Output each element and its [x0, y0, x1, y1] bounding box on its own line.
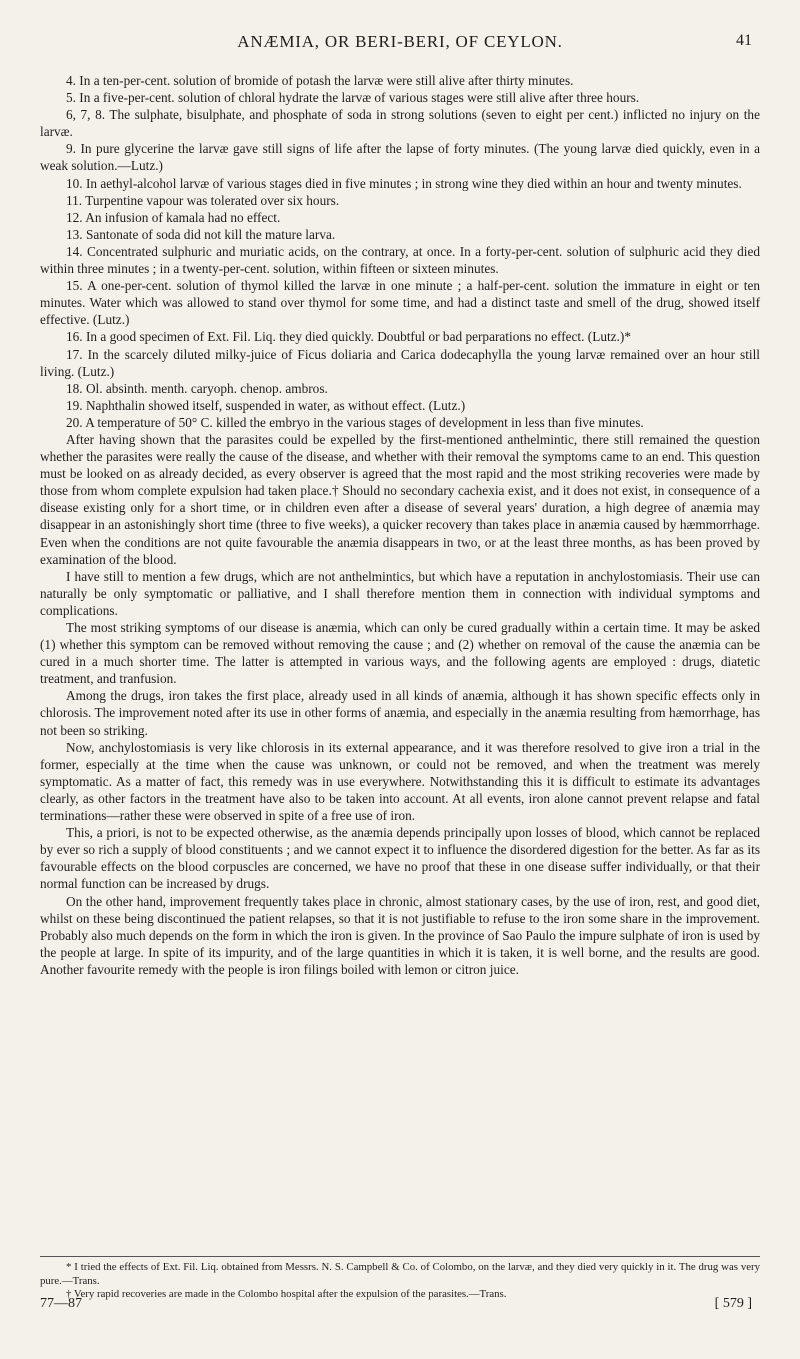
footnote: * I tried the effects of Ext. Fil. Liq. obtained from Messrs. N. S. Campbell & Co. of Colombo, on the larvæ, and they died very quickly in it. The drug was very pure.—Trans.: [40, 1261, 760, 1287]
paragraph: 15. A one-per-cent. solution of thymol killed the larvæ in one minute ; a half-per-cent. solution the immature in eight or ten minutes. Water which was allowed to stand over thymol for some time, and had a distinct taste and smell of the drug, showed itself effective. (Lutz.): [40, 278, 760, 328]
paragraph: 17. In the scarcely diluted milky-juice of Ficus doliaria and Carica dodecaphylla the young larvæ remained over an hour still living. (Lutz.): [40, 346, 760, 379]
bracket-page-number: [ 579 ]: [714, 1296, 752, 1311]
paragraph: 13. Santonate of soda did not kill the mature larva.: [66, 226, 336, 242]
paragraph: 20. A temperature of 50° C. killed the embryo in the various stages of development in less than five minutes.: [66, 414, 644, 430]
paragraph: Among the drugs, iron takes the first place, already used in all kinds of anæmia, although it has shown specific effects only in chlorosis. The improvement noted after its use in other forms of anæmia, and especially in the anæmia resulting from hæmorrhage, has not been so striking.: [40, 688, 760, 738]
body-text: [40, 72, 760, 978]
paragraph: 14. Concentrated sulphuric and muriatic acids, on the contrary, at once. In a forty-per-cent. solution of sulphuric acid they died within three minutes ; in a twenty-per-cent. solution, within fifteen or sixteen minutes.: [40, 243, 760, 277]
paragraph: This, a priori, is not to be expected otherwise, as the anæmia depends principally upon losses of blood, which cannot be replaced by ever so rich a supply of blood constituents ; and we cannot expect it to influence the disordered digestion for the better. As far as its favourable effects on the blood corpuscles are concerned, we have no proof that these in one disease suffer individually, or that their normal function can be increased by drugs.: [40, 825, 760, 892]
paragraph: 10. In aethyl-alcohol larvæ of various stages died in five minutes ; in strong wine they died within an hour and twenty minutes.: [66, 175, 742, 191]
signature-mark: 77—87: [40, 1296, 82, 1311]
paragraph: I have still to mention a few drugs, which are not anthelmintics, but which have a reputation in anchylostomiasis. Their use can naturally be only symptomatic or palliative, and I shall therefore mention them in connection with individual symptoms and complications.: [40, 568, 760, 618]
page-number: 41: [736, 32, 752, 49]
footnotes: [40, 1256, 760, 1302]
running-header: [40, 30, 760, 56]
paragraph: 6, 7, 8. The sulphate, bisulphate, and phosphate of soda in strong solutions (seven to eight per cent.) inflicted no injury on the larvæ.: [40, 107, 760, 140]
paragraph: 16. In a good specimen of Ext. Fil. Liq. they died quickly. Doubtful or bad perparations no effect. (Lutz.)*: [66, 329, 631, 345]
footnote: † Very rapid recoveries are made in the Colombo hospital after the expulsion of the parasites.—Trans.: [66, 1288, 507, 1301]
paragraph: 12. An infusion of kamala had no effect.: [66, 209, 281, 225]
paragraph: After having shown that the parasites could be expelled by the first-mentioned anthelmintic, there still remained the question whether the parasites were really the cause of the disease, and whether with their removal the symptoms came to an end. This question must be looked on as already decided, as every observer is agreed that the most rapid and the most striking recoveries were made by those from whom complete expulsion had taken place.† Should no secondary cachexia exist, and it does not exist, in consequence of a disease existing only for a short time, or in children even after a disease of several years' duration, a high degree of anæmia may disappear in an astonishingly short time (three to five weeks), a quicker recovery than takes place in anæmia caused by hæmmorrhage. Even when the conditions are not quite favourable the anæmia disappears in two, or at the least three months, as has been proved by examination of the blood.: [40, 431, 760, 567]
paragraph: Now, anchylostomiasis is very like chlorosis in its external appearance, and it was therefore resolved to give iron a trial in the former, especially at the time when the cause was unknown, or could not be removed, and when the treatment was merely symptomatic. As a matter of fact, this remedy was in use everywhere. Notwithstanding this it is difficult to estimate its advantages clearly, as other factors in the treatment have also to be taken into account. At all events, iron alone cannot prevent relapse and fatal terminations—rather these were observed in spite of a free use of iron.: [40, 739, 760, 824]
running-title: ANÆMIA, OR BERI-BERI, OF CEYLON.: [237, 32, 563, 51]
paragraph: 18. Ol. absinth. menth. caryoph. chenop. ambros.: [66, 380, 328, 396]
footnote-rule: [40, 1256, 760, 1257]
paragraph: 9. In pure glycerine the larvæ gave still signs of life after the lapse of forty minutes. (The young larvæ died quickly, even in a weak solution.—Lutz.): [40, 141, 760, 174]
paragraph: The most striking symptoms of our disease is anæmia, which can only be cured gradually within a certain time. It may be asked (1) whether this symptom can be removed without removing the cause ; and (2) whether on removal of the cause the anæmia can be cured in a much shorter time. The latter is attempted in various ways, and the following agents are employed : drugs, diatetic treatment, and tranfusion.: [40, 620, 760, 687]
paragraph: 19. Naphthalin showed itself, suspended in water, as without effect. (Lutz.): [66, 397, 466, 413]
paragraph: On the other hand, improvement frequently takes place in chronic, almost stationary cases, by the use of iron, rest, and good diet, whilst on these being discontinued the patient relapses, so that it is not justifiable to refuse to the iron some share in the improvement. Probably also much depends on the form in which the iron is given. In the province of Sao Paulo the impure sulphate of iron is used by the people at large. In spite of its impurity, and of the large quantities in which it is taken, it is well borne, and the results are good. Another favourite remedy with the people is iron filings boiled with lemon or citron juice.: [40, 893, 760, 977]
paragraph: 4. In a ten-per-cent. solution of bromide of potash the larvæ were still alive after thirty minutes.: [66, 73, 574, 88]
paragraph: 5. In a five-per-cent. solution of chloral hydrate the larvæ of various stages were still alive after three hours.: [66, 90, 640, 106]
paragraph: 11. Turpentine vapour was tolerated over six hours.: [66, 192, 340, 208]
